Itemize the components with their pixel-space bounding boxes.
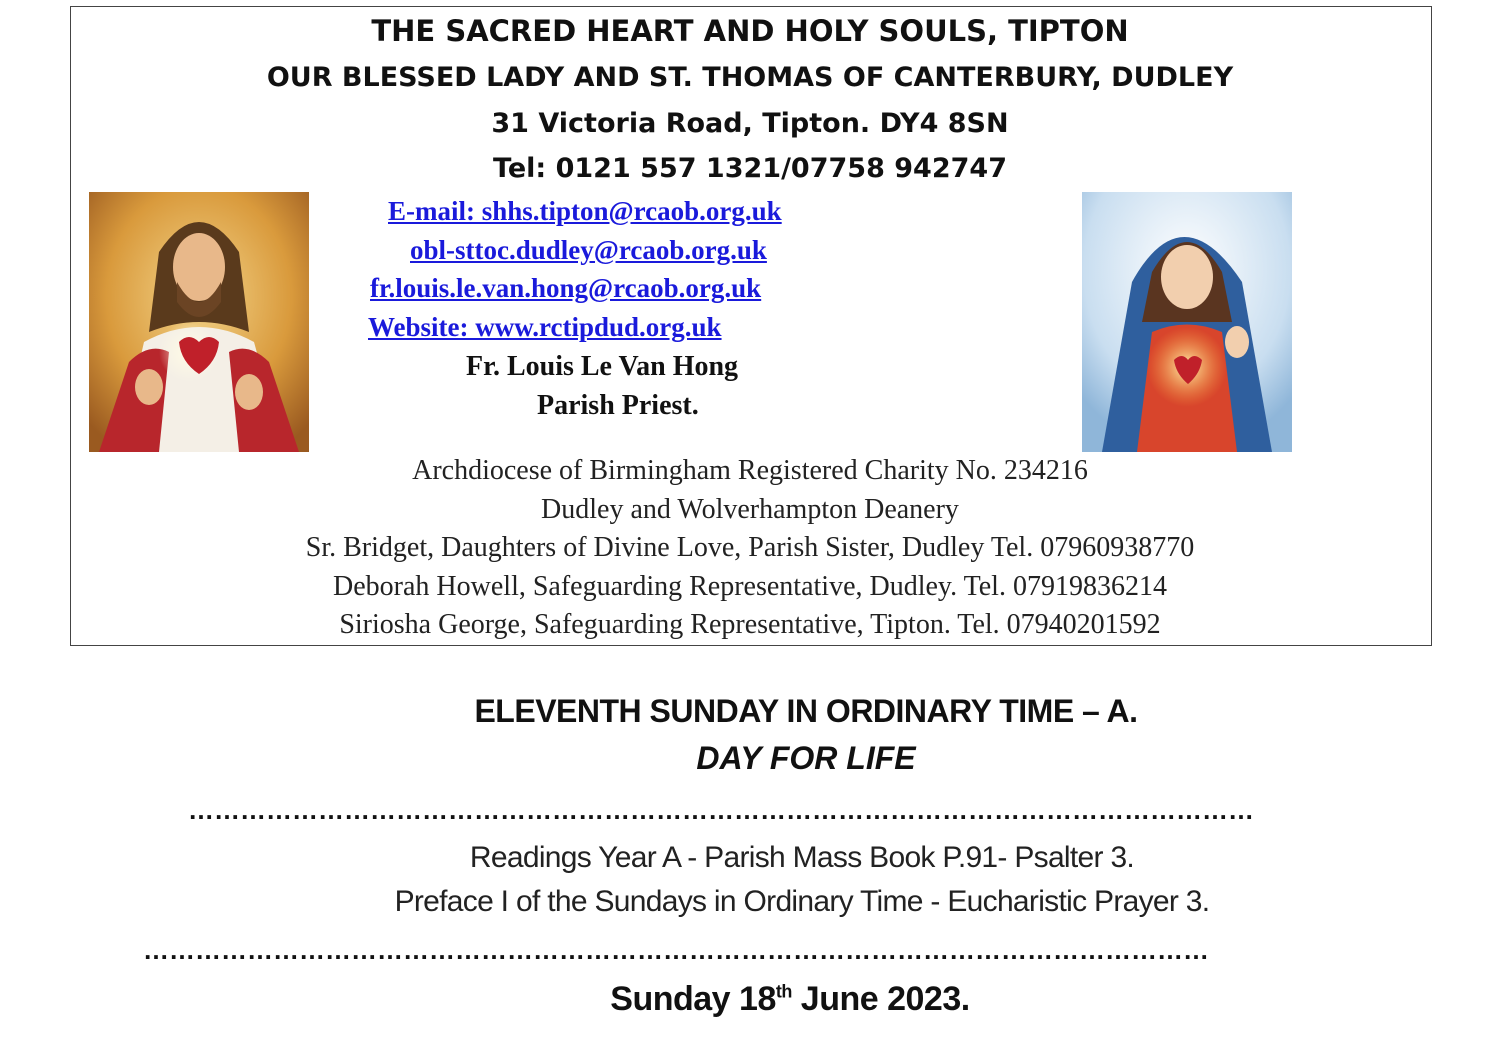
church-name-tipton: THE SACRED HEART AND HOLY SOULS, TIPTON bbox=[371, 14, 1129, 48]
dotted-separator-top: …………………………………………………………………………………………………………… bbox=[188, 795, 1254, 825]
liturgy-title: ELEVENTH SUNDAY IN ORDINARY TIME – A. bbox=[474, 693, 1138, 729]
priest-role: Parish Priest. bbox=[537, 390, 699, 421]
safeguarding-dudley-contact: Deborah Howell, Safeguarding Representative, Dudley. Tel. 07919836214 bbox=[333, 571, 1167, 602]
sacred-heart-jesus-image bbox=[89, 192, 309, 452]
date-day: Sunday 18 bbox=[610, 980, 776, 1018]
parish-sister-contact: Sr. Bridget, Daughters of Divine Love, Parish Sister, Dudley Tel. 07960938770 bbox=[305, 532, 1195, 563]
date-month-year: June 2023. bbox=[791, 980, 970, 1018]
preface-line: Preface I of the Sundays in Ordinary Time - Eucharistic Prayer 3. bbox=[394, 885, 1210, 918]
readings-line: Readings Year A - Parish Mass Book P.91- Psalter 3. bbox=[469, 841, 1135, 874]
address: 31 Victoria Road, Tipton. DY4 8SN bbox=[491, 108, 1009, 139]
liturgy-subtitle: DAY FOR LIFE bbox=[696, 740, 916, 776]
email-link-tipton[interactable]: E-mail: shhs.tipton@rcaob.org.uk bbox=[388, 196, 782, 226]
immaculate-heart-mary-image bbox=[1082, 192, 1292, 452]
dotted-separator-bottom: …………………………………………………………………………………………………………… bbox=[143, 935, 1209, 965]
charity-number: Archdiocese of Birmingham Registered Charity No. 234216 bbox=[412, 455, 1088, 486]
website-link[interactable]: Website: www.rctipdud.org.uk bbox=[368, 312, 722, 342]
church-name-dudley: OUR BLESSED LADY AND ST. THOMAS OF CANTERBURY, DUDLEY bbox=[266, 62, 1234, 93]
sunday-date bbox=[0, 980, 1500, 1019]
date-ordinal: th bbox=[775, 981, 792, 1002]
deanery: Dudley and Wolverhampton Deanery bbox=[541, 494, 959, 525]
email-link-priest[interactable]: fr.louis.le.van.hong@rcaob.org.uk bbox=[370, 273, 762, 303]
safeguarding-tipton-contact: Siriosha George, Safeguarding Representative, Tipton. Tel. 07940201592 bbox=[339, 609, 1161, 640]
telephone: Tel: 0121 557 1321/07758 942747 bbox=[493, 153, 1007, 184]
email-link-dudley[interactable]: obl-sttoc.dudley@rcaob.org.uk bbox=[410, 235, 767, 265]
priest-name: Fr. Louis Le Van Hong bbox=[466, 351, 739, 382]
